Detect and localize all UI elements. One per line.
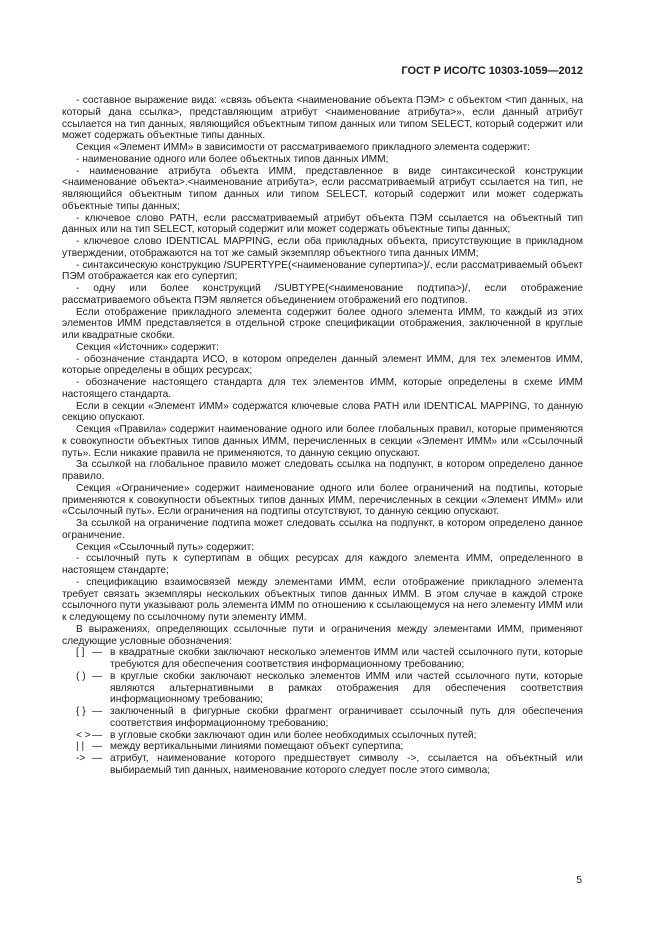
notation-list [62,647,583,776]
notation-symbol: [ ] [76,647,85,659]
notation-item [62,706,583,730]
page-content [62,95,583,777]
notation-symbol: ( ) [76,670,86,682]
body-paragraph: За ссылкой на глобальное правило может следовать ссылка на подпункт, в котором определено данное правило. [62,459,583,482]
standard-code-header: ГОСТ Р ИСО/ТС 10303-1059—2012 [401,65,583,77]
notation-symbol: { } [76,706,86,717]
notation-item [62,671,583,706]
notation-description: в угловые скобки заключают один или более необходимых ссылочных путей; [110,729,477,741]
bullet-paragraph: - наименование одного или более объектных типов данных ИММ; [76,153,389,165]
bullet-paragraph: - спецификацию взаимосвязей между элементами ИММ, если отображение прикладного элемента требует связать экземпляры нескольких объектных типов данных ИММ. В этом случае в каждой строке ссылочного пути указывают роль элемента ИММ по отношению к ссылающемуся на него элементу ИММ или к следующему по ссылочному пути элементу ИММ. [62,576,583,623]
bullet-paragraph: - ссылочный путь к супертипам в общих ресурсах для каждого элемента ИММ, определенного в настоящем стандарте; [62,553,583,576]
notation-separator: — [92,741,103,753]
notation-description: заключенный в фигурные скобки фрагмент ограничивает ссылочный путь для обеспечения соответствия информационному требованию; [110,706,583,729]
notation-description: в круглые скобки заключают несколько элементов ИММ или частей ссылочного пути, которые являются альтернативными в рамках отображения для обеспечения соответствия информационному требованию; [110,670,583,706]
section-paragraph: Секция «Правила» содержит наименование одного или более глобальных правил, которые применяются к совокупности объектных типов данных ИММ, перечисленных в секции «Элемент ИММ» или «Ссылочный путь». Если никакие правила не применяются, то данную секцию опускают. [62,424,583,459]
notation-separator: — [92,647,103,659]
section-paragraph: Секция «Элемент ИММ» в зависимости от рассматриваемого прикладного элемента содержит: [76,142,530,153]
bullet-paragraph: - наименование атрибута объекта ИММ, представленное в виде синтаксической конструкции <наименование объекта>.<наименование атрибута>, если рассматриваемый атрибут ссылается на тип, не являющийся объектным типом данных или типом SELECT, который содержит или может содержать объектные типы данных; [62,165,583,212]
notation-separator: — [92,670,103,682]
notation-description: в квадратные скобки заключают несколько элементов ИММ или частей ссылочного пути, которые требуются для обеспечения соответствия информационному требованию; [110,647,583,670]
page-number: 5 [576,875,582,886]
notation-symbol: -> [76,753,86,764]
bullet-paragraph: - ключевое слово IDENTICAL MAPPING, если оба прикладных объекта, присутствующие в прикладном утверждении, отображаются на тот же самый экземпляр объектного типа данных ИММ; [62,236,583,259]
body-paragraph: Если в секции «Элемент ИММ» содержатся ключевые слова PATH или IDENTICAL MAPPING, то данную секцию опускают. [62,400,583,424]
bullet-paragraph: - обозначение настоящего стандарта для тех элементов ИММ, которые определены в схеме ИММ настоящего стандарта. [62,377,583,400]
notation-symbol: | | [76,741,85,753]
bullet-paragraph: - синтаксическую конструкцию /SUPERTYPE(<наименование супертипа>)/, если рассматриваемый объект ПЭМ отображается как его супертип; [62,259,583,283]
notation-separator: — [92,729,103,741]
notation-item [62,647,583,671]
section-paragraph: Секция «Источник» содержит: [76,341,219,353]
notation-separator: — [92,706,103,717]
bullet-paragraph: - составное выражение вида: «связь объекта <наименование объекта ПЭМ> с объектом <тип данных, на который дана ссылка>, представляющим атрибут <наименование атрибута>», если данный атрибут ссылается на тип данных, являющийся объектным типом данных или типом SELECT, который содержит или может содержать объектные типы данных. [62,95,583,142]
notation-description: между вертикальными линиями помещают объект супертипа; [110,741,404,753]
body-paragraph: За ссылкой на ограничение подтипа может следовать ссылка на подпункт, в котором определено данное ограничение. [62,518,583,541]
body-paragraph: Если отображение прикладного элемента содержит более одного элемента ИММ, то каждый из этих элементов ИММ представляется в отдельной строке спецификации отображения, заключенной в круглые или квадратные скобки. [62,306,583,341]
section-paragraph: Секция «Ссылочный путь» содержит: [76,541,255,553]
notation-item [62,730,583,742]
notation-item [62,753,583,777]
notation-description: атрибут, наименование которого предшествует символу ->, ссылается на объектный или выбираемый тип данных, наименование которого следует после этого символа; [110,753,583,776]
body-paragraph: В выражениях, определяющих ссылочные пути и ограничения между элементами ИММ, применяют следующие условные обозначения: [62,623,583,647]
notation-item [62,741,583,753]
bullet-paragraph: - обозначение стандарта ИСО, в котором определен данный элемент ИММ, для тех элементов ИММ, которые определены в общих ресурсах; [62,353,583,377]
notation-separator: — [92,753,103,764]
notation-symbol: < > [76,729,91,741]
bullet-paragraph: - ключевое слово PATH, если рассматриваемый атрибут объекта ПЭМ ссылается на объектный тип данных или на тип SELECT, который содержит или может содержать объектные типы данных; [62,212,583,236]
section-paragraph: Секция «Ограничение» содержит наименование одного или более ограничений на подтипы, которые применяются к совокупности объектных типов данных ИММ, перечисленных в секции «Элемент ИММ» или «Ссылочный путь». Если ограничения на подтипы отсутствуют, то данную секцию опускают. [62,482,583,518]
bullet-paragraph: - одну или более конструкций /SUBTYPE(<наименование подтипа>)/, если отображение рассматриваемого объекта ПЭМ является объединением отображений его подтипов. [62,283,583,306]
